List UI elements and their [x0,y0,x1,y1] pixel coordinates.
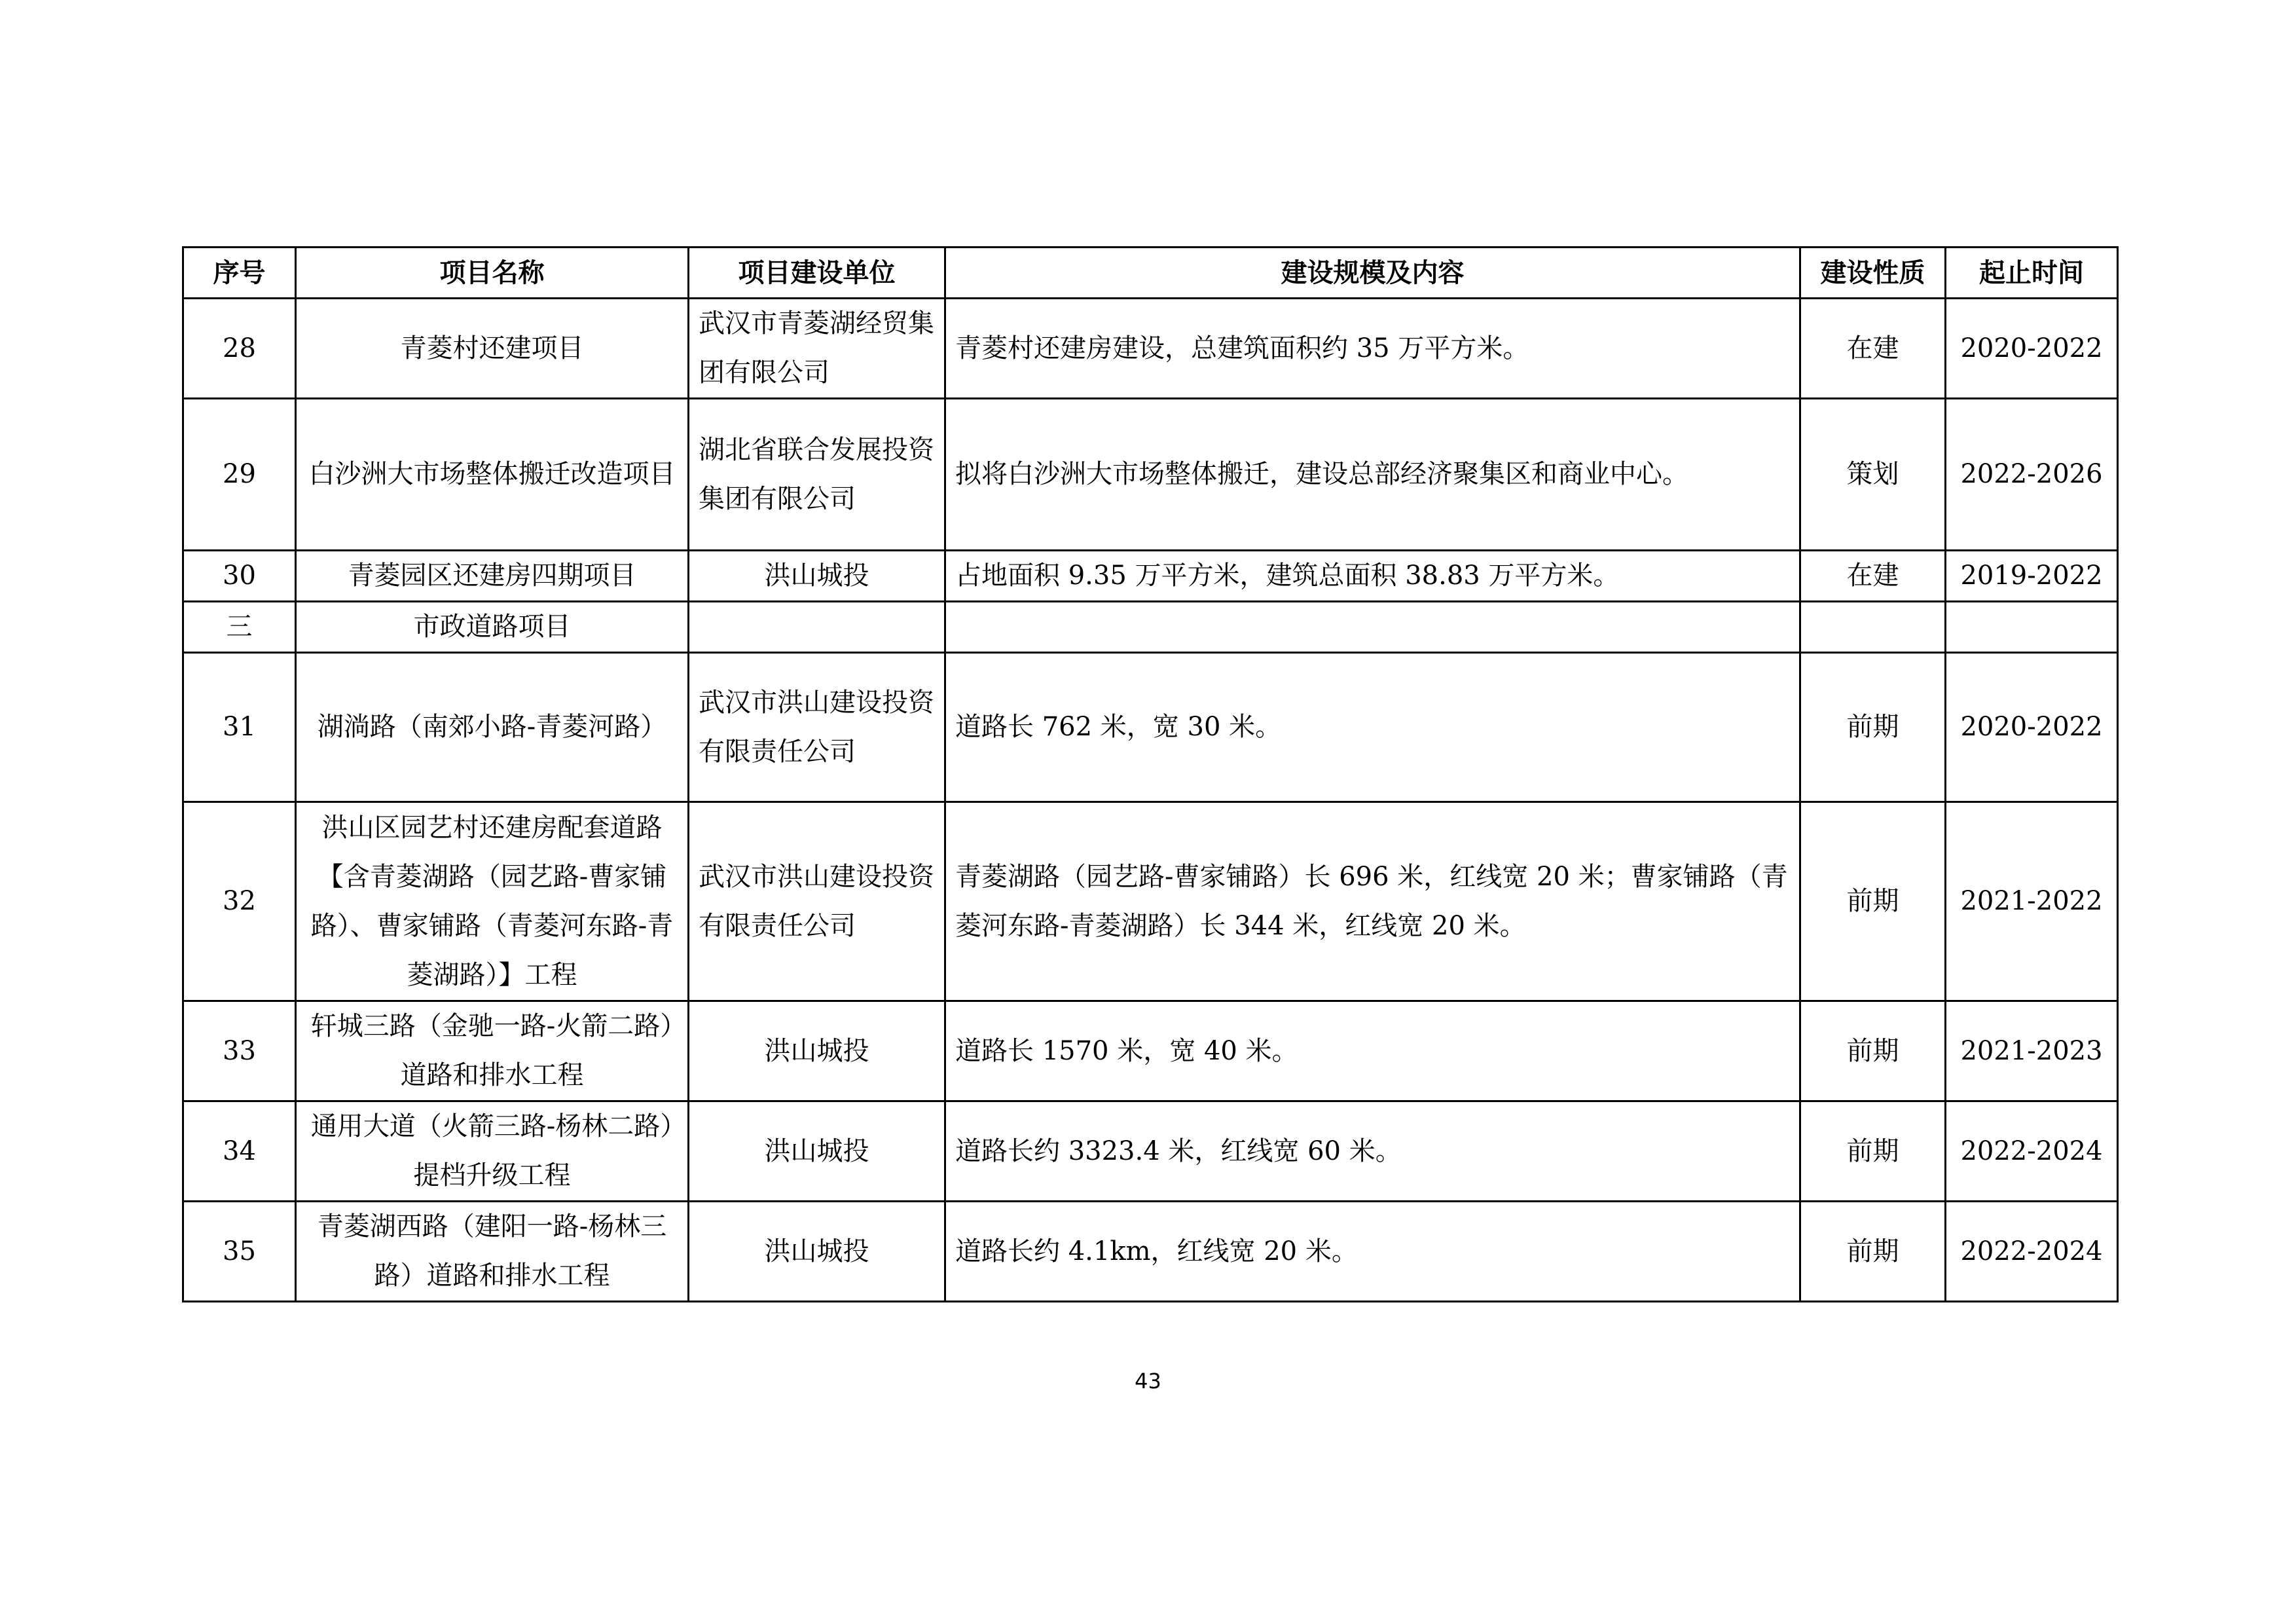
section-unit [689,602,945,653]
row-period: 2022-2024 [1946,1101,2118,1202]
row-name: 青菱村还建项目 [296,299,689,399]
row-unit: 湖北省联合发展投资集团有限公司 [689,399,945,551]
section-row [183,602,2118,653]
section-index: 三 [183,602,296,653]
row-index: 29 [183,399,296,551]
row-content: 拟将白沙洲大市场整体搬迁，建设总部经济聚集区和商业中心。 [945,399,1800,551]
row-period: 2022-2026 [1946,399,2118,551]
row-index: 34 [183,1101,296,1202]
row-nature: 前期 [1800,802,1946,1001]
row-content: 青菱湖路（园艺路-曹家铺路）长 696 米，红线宽 20 米；曹家铺路（青菱河东路-青菱湖路）长 344 米，红线宽 20 米。 [945,802,1800,1001]
table-row [183,653,2118,802]
section-period [1946,602,2118,653]
row-name: 洪山区园艺村还建房配套道路【含青菱湖路（园艺路-曹家铺路）、曹家铺路（青菱河东路-青菱湖路）】工程 [296,802,689,1001]
table-row [183,299,2118,399]
row-index: 33 [183,1001,296,1101]
page-number: 43 [1135,1369,1161,1393]
row-nature: 前期 [1800,653,1946,802]
row-unit: 洪山城投 [689,1101,945,1202]
header-content: 建设规模及内容 [945,248,1800,299]
section-nature [1800,602,1946,653]
row-unit: 洪山城投 [689,551,945,602]
table-row [183,1202,2118,1302]
row-period: 2020-2022 [1946,299,2118,399]
row-period: 2019-2022 [1946,551,2118,602]
row-unit: 洪山城投 [689,1001,945,1101]
row-name: 青菱湖西路（建阳一路-杨林三路）道路和排水工程 [296,1202,689,1302]
row-content: 道路长 762 米，宽 30 米。 [945,653,1800,802]
row-content: 道路长约 4.1km，红线宽 20 米。 [945,1202,1800,1302]
row-name: 通用大道（火箭三路-杨林二路）提档升级工程 [296,1101,689,1202]
row-nature: 前期 [1800,1202,1946,1302]
row-name: 青菱园区还建房四期项目 [296,551,689,602]
row-name: 白沙洲大市场整体搬迁改造项目 [296,399,689,551]
header-period: 起止时间 [1946,248,2118,299]
header-nature: 建设性质 [1800,248,1946,299]
table-row [183,1101,2118,1202]
header-row [183,248,2118,299]
row-nature: 前期 [1800,1101,1946,1202]
row-index: 30 [183,551,296,602]
row-unit: 武汉市青菱湖经贸集团有限公司 [689,299,945,399]
row-nature: 在建 [1800,551,1946,602]
section-title: 市政道路项目 [296,602,689,653]
row-content: 占地面积 9.35 万平方米，建筑总面积 38.83 万平方米。 [945,551,1800,602]
row-nature: 在建 [1800,299,1946,399]
row-content: 道路长约 3323.4 米，红线宽 60 米。 [945,1101,1800,1202]
section-content [945,602,1800,653]
row-unit: 武汉市洪山建设投资有限责任公司 [689,802,945,1001]
table-row [183,802,2118,1001]
header-unit: 项目建设单位 [689,248,945,299]
header-index: 序号 [183,248,296,299]
row-period: 2022-2024 [1946,1202,2118,1302]
row-unit: 武汉市洪山建设投资有限责任公司 [689,653,945,802]
row-content: 青菱村还建房建设，总建筑面积约 35 万平方米。 [945,299,1800,399]
row-index: 32 [183,802,296,1001]
table-row [183,551,2118,602]
project-table [182,246,2119,1302]
row-index: 31 [183,653,296,802]
row-unit: 洪山城投 [689,1202,945,1302]
row-content: 道路长 1570 米，宽 40 米。 [945,1001,1800,1101]
header-name: 项目名称 [296,248,689,299]
row-name: 湖淌路（南郊小路-青菱河路） [296,653,689,802]
row-name: 轩城三路（金驰一路-火箭二路）道路和排水工程 [296,1001,689,1101]
row-nature: 前期 [1800,1001,1946,1101]
row-nature: 策划 [1800,399,1946,551]
row-period: 2021-2022 [1946,802,2118,1001]
row-period: 2021-2023 [1946,1001,2118,1101]
row-period: 2020-2022 [1946,653,2118,802]
table-row [183,399,2118,551]
table-row [183,1001,2118,1101]
row-index: 35 [183,1202,296,1302]
row-index: 28 [183,299,296,399]
